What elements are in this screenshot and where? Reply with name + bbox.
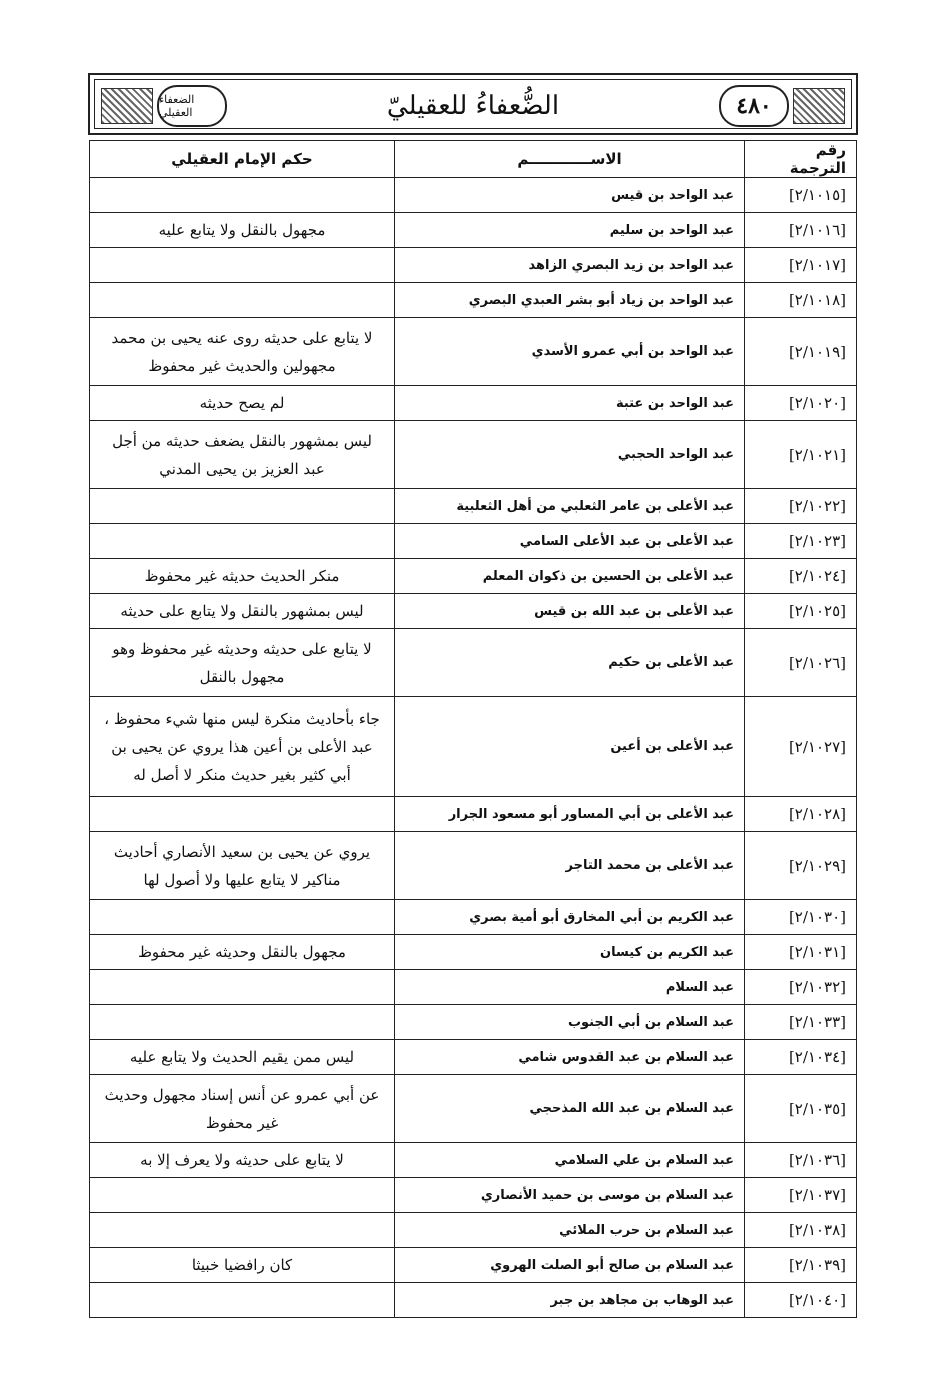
table-row	[90, 594, 857, 629]
cell-verdict	[90, 1178, 395, 1213]
table-row	[90, 697, 857, 797]
cell-verdict: ليس بمشهور بالنقل ولا يتابع على حديثه	[90, 594, 395, 629]
column-header-name: الاســــــــــــم	[395, 141, 745, 178]
cell-verdict: عن أبي عمرو عن أنس إسناد مجهول وحديث غير محفوظ	[90, 1075, 395, 1143]
cell-number: [٢/١٠٢٣]	[745, 524, 857, 559]
table-row	[90, 1283, 857, 1318]
cell-number: [٢/١٠١٩]	[745, 318, 857, 386]
table-row	[90, 970, 857, 1005]
cell-verdict: مجهول بالنقل ولا يتابع عليه	[90, 213, 395, 248]
cell-name: عبد الواحد الحجبي	[395, 421, 745, 489]
cell-number: [٢/١٠٢٦]	[745, 629, 857, 697]
page-header	[88, 73, 858, 135]
table-body	[90, 178, 857, 1318]
cell-number: [٢/١٠٣٣]	[745, 1005, 857, 1040]
cell-name: عبد السلام بن موسى بن حميد الأنصاري	[395, 1178, 745, 1213]
page-number: ٤٨٠	[736, 93, 772, 119]
cell-verdict	[90, 1005, 395, 1040]
table-row	[90, 629, 857, 697]
book-title: الضُّعفاءُ للعقيليّ	[386, 91, 560, 121]
cell-number: [٢/١٠١٦]	[745, 213, 857, 248]
table-row	[90, 797, 857, 832]
cell-name: عبد الأعلى بن محمد التاجر	[395, 832, 745, 900]
header-frame	[94, 79, 852, 129]
table-header-row	[90, 141, 857, 178]
table-row	[90, 213, 857, 248]
table-row	[90, 1213, 857, 1248]
cell-number: [٢/١٠٢٥]	[745, 594, 857, 629]
cell-number: [٢/١٠١٥]	[745, 178, 857, 213]
cell-verdict	[90, 1283, 395, 1318]
cell-name: عبد الواحد بن سليم	[395, 213, 745, 248]
cell-verdict: لا يتابع على حديثه ولا يعرف إلا به	[90, 1143, 395, 1178]
table-row	[90, 489, 857, 524]
cell-name: عبد الأعلى بن أبي المساور أبو مسعود الجرار	[395, 797, 745, 832]
cell-number: [٢/١٠٢٨]	[745, 797, 857, 832]
table-row	[90, 1005, 857, 1040]
cell-name: عبد الواحد بن زياد أبو بشر العبدي البصري	[395, 283, 745, 318]
cell-number: [٢/١٠٢٧]	[745, 697, 857, 797]
cell-number: [٢/١٠٢٤]	[745, 559, 857, 594]
cell-name: عبد الأعلى بن أعين	[395, 697, 745, 797]
table-row	[90, 283, 857, 318]
cell-name: عبد الواحد بن عتبة	[395, 386, 745, 421]
cell-verdict	[90, 178, 395, 213]
cell-name: عبد الأعلى بن عبد الأعلى السامي	[395, 524, 745, 559]
table-row	[90, 421, 857, 489]
column-header-number: رقم الترجمة	[745, 141, 857, 178]
cell-name: عبد السلام بن صالح أبو الصلت الهروي	[395, 1248, 745, 1283]
cell-number: [٢/١٠٣١]	[745, 935, 857, 970]
cell-verdict: جاء بأحاديث منكرة ليس منها شيء محفوظ ، عبد الأعلى بن أعين هذا يروي عن يحيى بن أبي كثير بغير حديث منكر لا أصل له	[90, 697, 395, 797]
cell-number: [٢/١٠٣٢]	[745, 970, 857, 1005]
table-row	[90, 1040, 857, 1075]
cell-name: عبد السلام بن عبد القدوس شامي	[395, 1040, 745, 1075]
cell-verdict	[90, 489, 395, 524]
seal-text: الضعفاء العقيلي	[159, 93, 195, 119]
table-row	[90, 318, 857, 386]
cell-verdict	[90, 524, 395, 559]
table-row	[90, 178, 857, 213]
table-row	[90, 1248, 857, 1283]
cell-number: [٢/١٠٣٨]	[745, 1213, 857, 1248]
cell-verdict: مجهول بالنقل وحديثه غير محفوظ	[90, 935, 395, 970]
cell-number: [٢/١٠٣٤]	[745, 1040, 857, 1075]
cell-name: عبد الأعلى بن حكيم	[395, 629, 745, 697]
cell-verdict: لا يتابع على حديثه روى عنه يحيى بن محمد مجهولين والحديث غير محفوظ	[90, 318, 395, 386]
cell-verdict: كان رافضيا خبيثا	[90, 1248, 395, 1283]
cell-verdict	[90, 1213, 395, 1248]
table-row	[90, 1178, 857, 1213]
table-row	[90, 524, 857, 559]
cell-name: عبد الكريم بن أبي المخارق أبو أمية بصري	[395, 900, 745, 935]
cell-number: [٢/١٠٣٩]	[745, 1248, 857, 1283]
cell-verdict	[90, 970, 395, 1005]
cell-number: [٢/١٠٢٩]	[745, 832, 857, 900]
cell-name: عبد الواحد بن قيس	[395, 178, 745, 213]
cell-verdict: ليس بمشهور بالنقل يضعف حديثه من أجل عبد العزيز بن يحيى المدني	[90, 421, 395, 489]
cell-verdict: لا يتابع على حديثه وحديثه غير محفوظ وهو مجهول بالنقل	[90, 629, 395, 697]
page-number-badge	[719, 85, 789, 127]
cell-verdict: ليس ممن يقيم الحديث ولا يتابع عليه	[90, 1040, 395, 1075]
cell-number: [٢/١٠٢٢]	[745, 489, 857, 524]
cell-number: [٢/١٠٣٦]	[745, 1143, 857, 1178]
cell-name: عبد الواحد بن زيد البصري الزاهد	[395, 248, 745, 283]
cell-name: عبد الأعلى بن عامر الثعلبي من أهل الثعلبية	[395, 489, 745, 524]
cell-verdict	[90, 283, 395, 318]
cell-name: عبد الواحد بن أبي عمرو الأسدي	[395, 318, 745, 386]
book-seal	[157, 85, 227, 127]
cell-name: عبد السلام	[395, 970, 745, 1005]
column-header-verdict: حكم الإمام العقيلي	[90, 141, 395, 178]
table-row	[90, 559, 857, 594]
table-row	[90, 832, 857, 900]
cell-number: [٢/١٠١٨]	[745, 283, 857, 318]
cell-number: [٢/١٠٣٠]	[745, 900, 857, 935]
narrators-table	[89, 140, 857, 1318]
table-row	[90, 1143, 857, 1178]
cell-name: عبد السلام بن حرب الملائي	[395, 1213, 745, 1248]
cell-number: [٢/١٠١٧]	[745, 248, 857, 283]
cell-verdict: لم يصح حديثه	[90, 386, 395, 421]
cell-number: [٢/١٠٢٠]	[745, 386, 857, 421]
cell-name: عبد الأعلى بن الحسين بن ذكوان المعلم	[395, 559, 745, 594]
table-row	[90, 935, 857, 970]
cell-verdict: يروي عن يحيى بن سعيد الأنصاري أحاديث مناكير لا يتابع عليها ولا أصول لها	[90, 832, 395, 900]
cell-name: عبد الوهاب بن مجاهد بن جبر	[395, 1283, 745, 1318]
cell-verdict	[90, 248, 395, 283]
ornament-right	[793, 88, 845, 124]
table-row	[90, 1075, 857, 1143]
cell-number: [٢/١٠٣٥]	[745, 1075, 857, 1143]
table-row	[90, 248, 857, 283]
cell-name: عبد السلام بن عبد الله المذحجي	[395, 1075, 745, 1143]
ornament-left	[101, 88, 153, 124]
cell-number: [٢/١٠٤٠]	[745, 1283, 857, 1318]
table-row	[90, 386, 857, 421]
cell-verdict: منكر الحديث حديثه غير محفوظ	[90, 559, 395, 594]
cell-name: عبد الكريم بن كيسان	[395, 935, 745, 970]
cell-name: عبد السلام بن علي السلامي	[395, 1143, 745, 1178]
table-row	[90, 900, 857, 935]
cell-number: [٢/١٠٢١]	[745, 421, 857, 489]
cell-name: عبد الأعلى بن عبد الله بن قيس	[395, 594, 745, 629]
cell-verdict	[90, 900, 395, 935]
cell-name: عبد السلام بن أبي الجنوب	[395, 1005, 745, 1040]
cell-verdict	[90, 797, 395, 832]
cell-number: [٢/١٠٣٧]	[745, 1178, 857, 1213]
